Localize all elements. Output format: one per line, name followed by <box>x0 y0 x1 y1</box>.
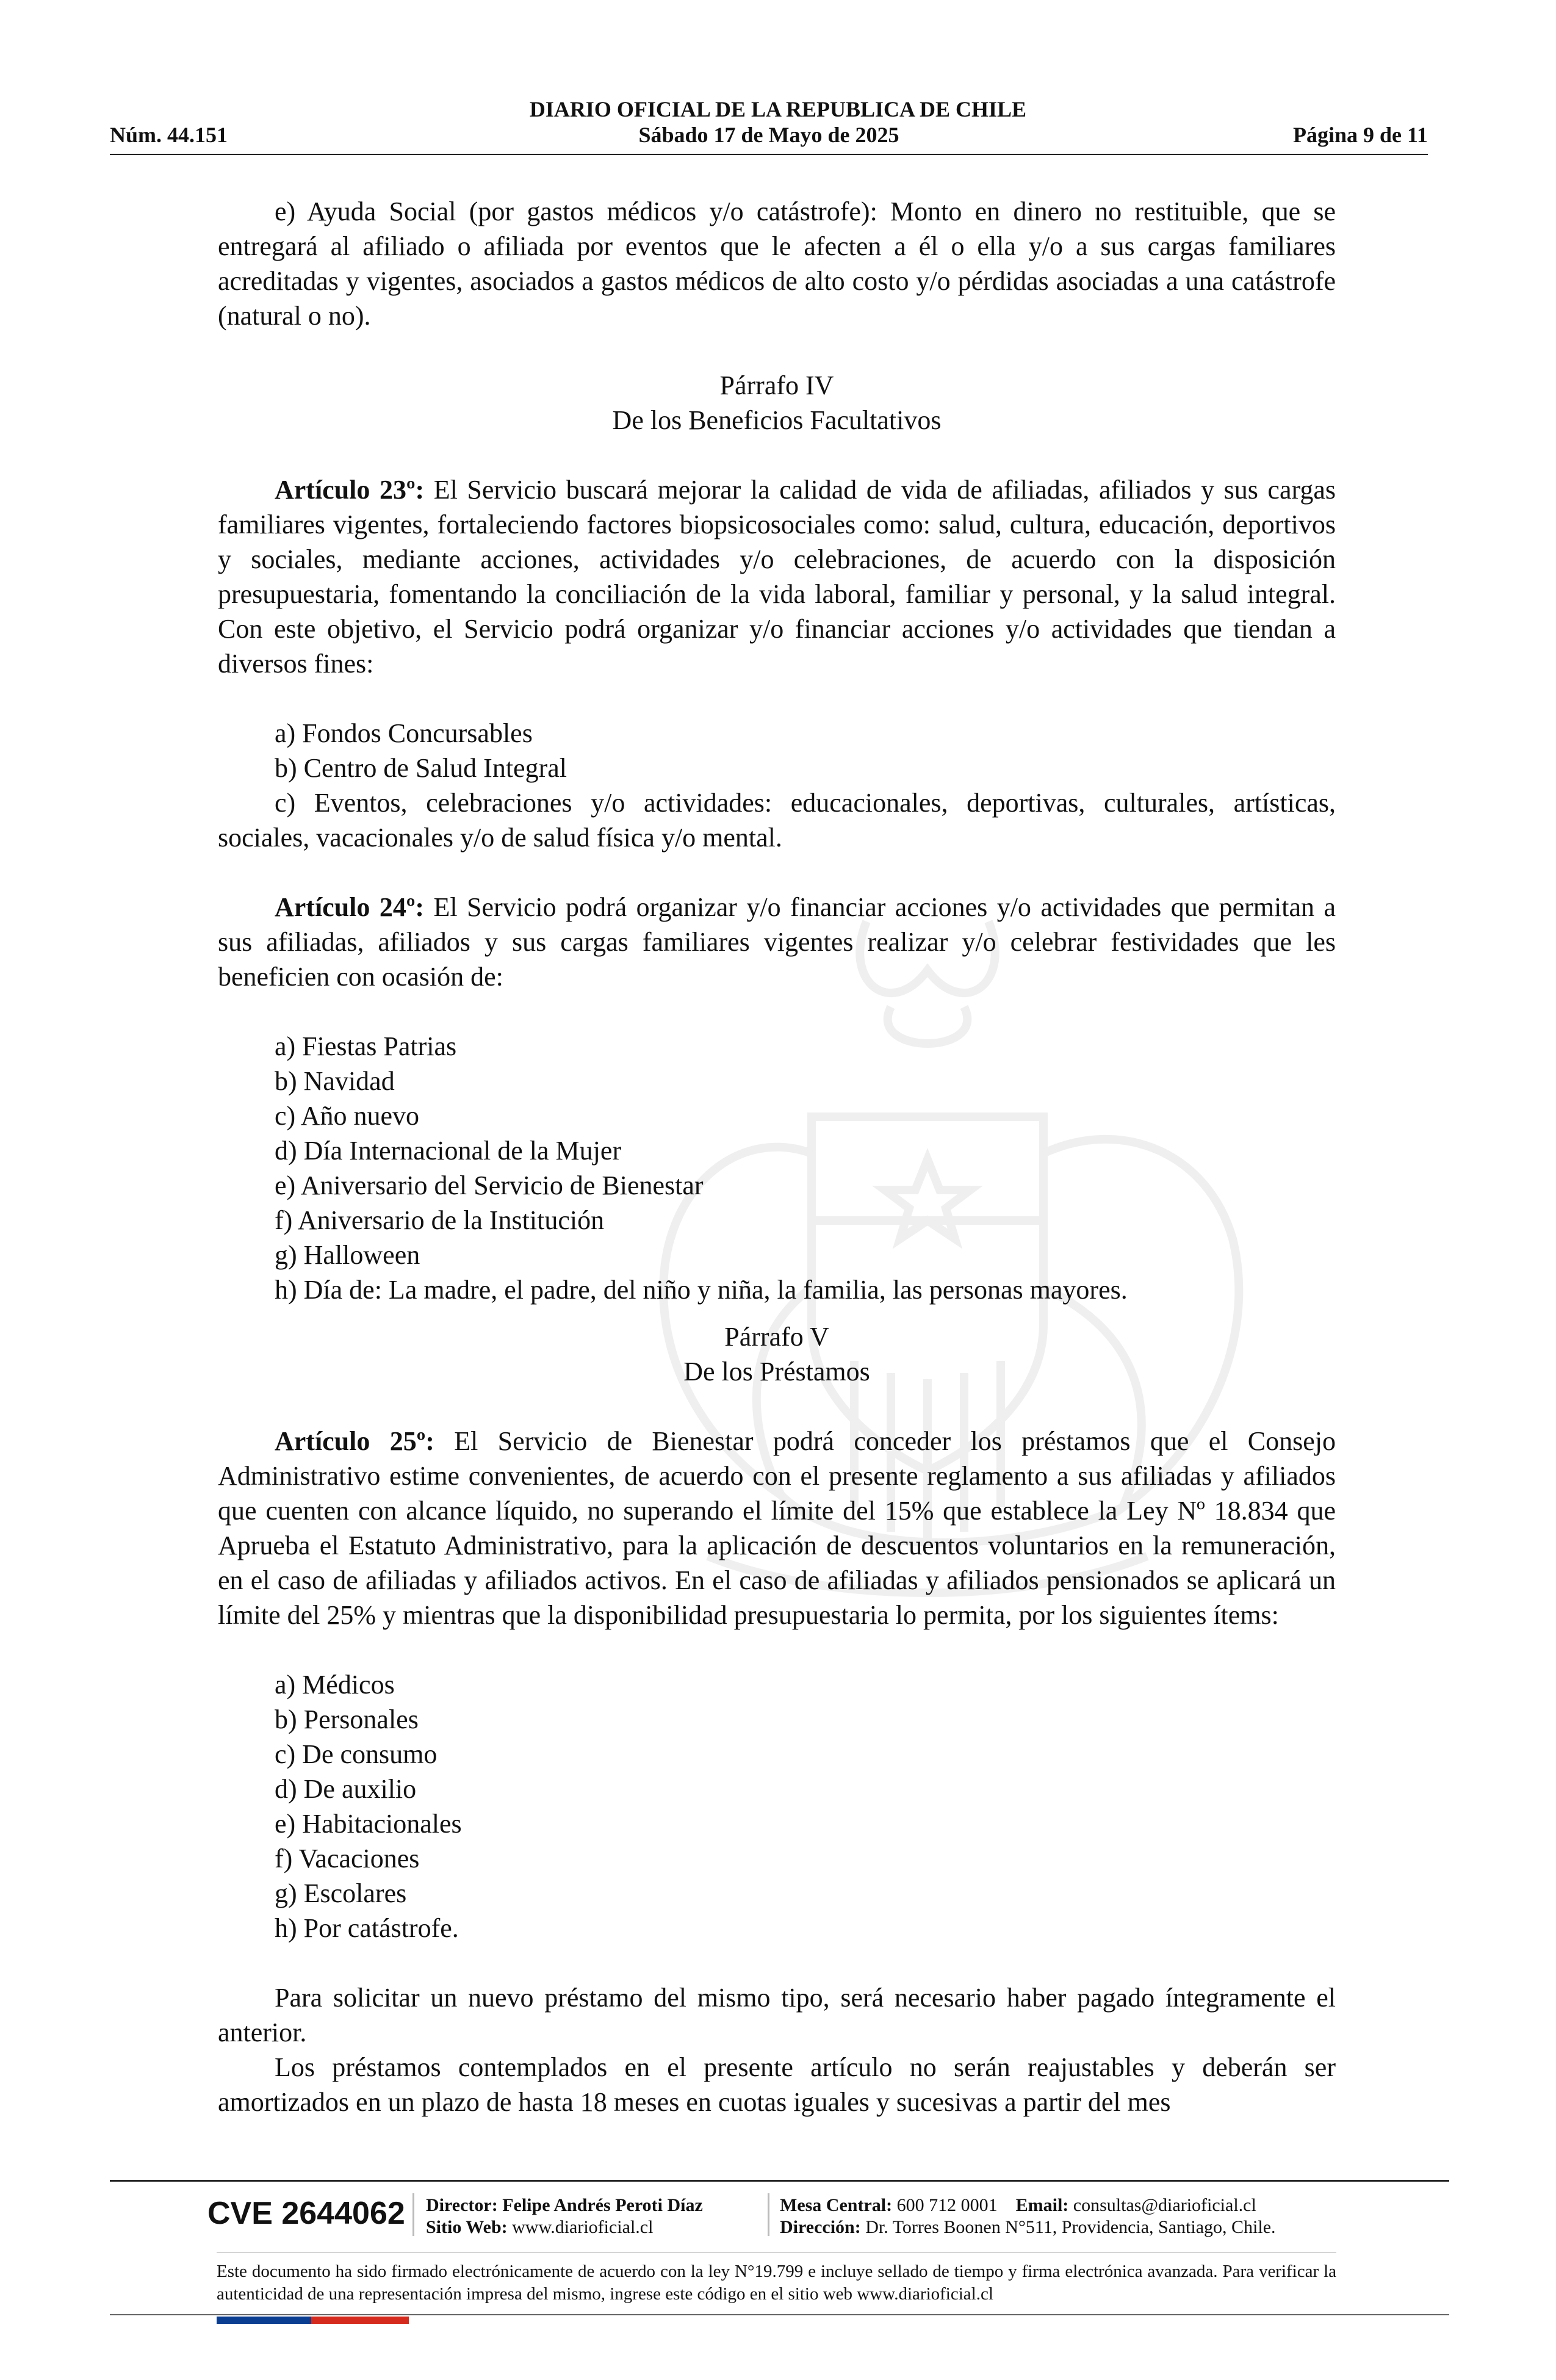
flag-red-segment <box>311 2317 409 2324</box>
footer-director-block <box>426 2194 703 2238</box>
paragraph-ayuda-social: e) Ayuda Social (por gastos médicos y/o catástrofe): Monto en dinero no restituible, que se entregará al afiliado o afiliada por eventos que le afecten a él o ella y/o a sus cargas familiares acreditadas y vigentes, asociados a gastos médicos de alto costo y/o pérdidas asociadas a una catástrofe (natural o no). <box>218 197 1336 331</box>
masthead-title: DIARIO OFICIAL DE LA REPUBLICA DE CHILE <box>529 97 1027 121</box>
article-text: El Servicio podrá organizar y/o financiar acciones y/o actividades que permitan a sus afiliadas, afiliados y sus cargas familiares vigentes realizar y/o celebrar festividades que les beneficien con ocasión de: <box>218 892 1336 992</box>
list-item: f) Vacaciones <box>275 1844 420 1873</box>
cve-code: CVE 2644062 <box>207 2196 405 2231</box>
article-label: Artículo 24º: <box>275 892 425 922</box>
issue-date: Sábado 17 de Mayo de 2025 <box>638 123 899 147</box>
legal-notice: Este documento ha sido firmado electrónicamente de acuerdo con la ley N°19.799 e incluye sellado de tiempo y firma electrónica avanzada. Para verificar la autenticidad de una representación impresa del mismo, ingrese este código en el sitio web www.diarioficial.cl <box>217 2262 1336 2304</box>
footer-bottom-divider <box>110 2314 1449 2315</box>
list-item: b) Centro de Salud Integral <box>275 753 567 783</box>
list-item: e) Aniversario del Servicio de Bienestar <box>275 1170 704 1200</box>
list-item: h) Día de: La madre, el padre, del niño y niña, la familia, las personas mayores. <box>275 1275 1128 1305</box>
footer-contact-block <box>780 2194 1276 2238</box>
address-label: Dirección: <box>780 2217 861 2237</box>
article-text: El Servicio buscará mejorar la calidad de vida de afiliadas, afiliados y sus cargas familiares vigentes, fortaleciendo factores biopsicosociales como: salud, cultura, educación, deportivos y sociales, mediante acciones, actividades y/o celebraciones, de acuerdo con la disposición presupuestaria, fomentando la conciliación de la vida laboral, familiar y personal, y la salud integral. Con este objetivo, el Servicio podrá organizar y/o financiar acciones y/o actividades que tiendan a diversos fines: <box>218 475 1336 679</box>
section-subheading: De los Beneficios Facultativos <box>612 405 942 435</box>
email-label: Email: <box>1015 2195 1069 2215</box>
article-25 <box>218 1424 1336 1632</box>
footer-separator <box>412 2193 414 2236</box>
email-link[interactable]: consultas@diarioficial.cl <box>1068 2195 1256 2215</box>
list-item: b) Navidad <box>275 1066 395 1096</box>
flag-blue-segment <box>217 2317 311 2324</box>
list-item: c) Año nuevo <box>275 1101 420 1131</box>
site-label: Sitio Web: <box>426 2217 508 2237</box>
document-body <box>218 194 1336 2119</box>
mesa-label: Mesa Central: <box>780 2195 893 2215</box>
article-23 <box>218 472 1336 681</box>
list-item: g) Escolares <box>275 1878 407 1908</box>
list-item: e) Habitacionales <box>275 1809 462 1839</box>
address-value: Dr. Torres Boonen N°511, Providencia, Santiago, Chile. <box>860 2217 1276 2237</box>
article-label: Artículo 23º: <box>275 475 425 505</box>
list-item: d) Día Internacional de la Mujer <box>275 1136 622 1166</box>
issue-number: Núm. 44.151 <box>110 123 228 147</box>
paragraph-prestamos: Los préstamos contemplados en el presente artículo no serán reajustables y deberán ser amortizados en un plazo de hasta 18 meses en cuotas iguales y sucesivas a partir del mes <box>218 2052 1336 2117</box>
footer-separator <box>768 2193 769 2236</box>
section-heading: Párrafo IV <box>719 370 834 400</box>
list-item: a) Fondos Concursables <box>275 718 533 748</box>
chile-flag-stripe <box>217 2317 409 2324</box>
article-label: Artículo 25º: <box>275 1426 434 1456</box>
list-item: f) Aniversario de la Institución <box>275 1205 605 1235</box>
paragraph-solicitar: Para solicitar un nuevo préstamo del mismo tipo, será necesario haber pagado íntegramente el anterior. <box>218 1983 1336 2047</box>
section-subheading: De los Préstamos <box>683 1357 870 1387</box>
article-text: El Servicio de Bienestar podrá conceder los préstamos que el Consejo Administrativo estime convenientes, de acuerdo con el presente reglamento a sus afiliadas y afiliados que cuenten con alcance líquido, no superando el límite del 15% que establece la Ley Nº 18.834 que Aprueba el Estatuto Administrativo, para la aplicación de descuentos voluntarios en la remuneración, en el caso de afiliadas y afiliados activos. En el caso de afiliadas y afiliados pensionados se aplicará un límite del 25% y mientras que la disponibilidad presupuestaria lo permita, por los siguientes ítems: <box>218 1426 1336 1630</box>
list-item: b) Personales <box>275 1704 419 1734</box>
list-item: d) De auxilio <box>275 1774 417 1804</box>
director-label: Director: <box>426 2195 498 2215</box>
list-item: a) Fiestas Patrias <box>275 1031 457 1061</box>
page-indicator: Página 9 de 11 <box>1292 123 1428 147</box>
director-name: Felipe Andrés Peroti Díaz <box>497 2195 703 2215</box>
site-link[interactable]: www.diarioficial.cl <box>507 2217 654 2237</box>
article-24 <box>218 890 1336 994</box>
footer-divider <box>110 2180 1449 2182</box>
header-row <box>110 122 1428 150</box>
list-item: a) Médicos <box>275 1670 395 1700</box>
list-item: c) De consumo <box>275 1739 438 1769</box>
list-item: c) Eventos, celebraciones y/o actividades: educacionales, deportivas, culturales, artísticas, sociales, vacacionales y/o de salud física y/o mental. <box>218 788 1336 853</box>
header-divider <box>110 154 1428 155</box>
list-item: h) Por catástrofe. <box>275 1913 459 1943</box>
mesa-value: 600 712 0001 <box>892 2195 998 2215</box>
section-heading: Párrafo V <box>724 1322 829 1352</box>
list-item: g) Halloween <box>275 1240 420 1270</box>
